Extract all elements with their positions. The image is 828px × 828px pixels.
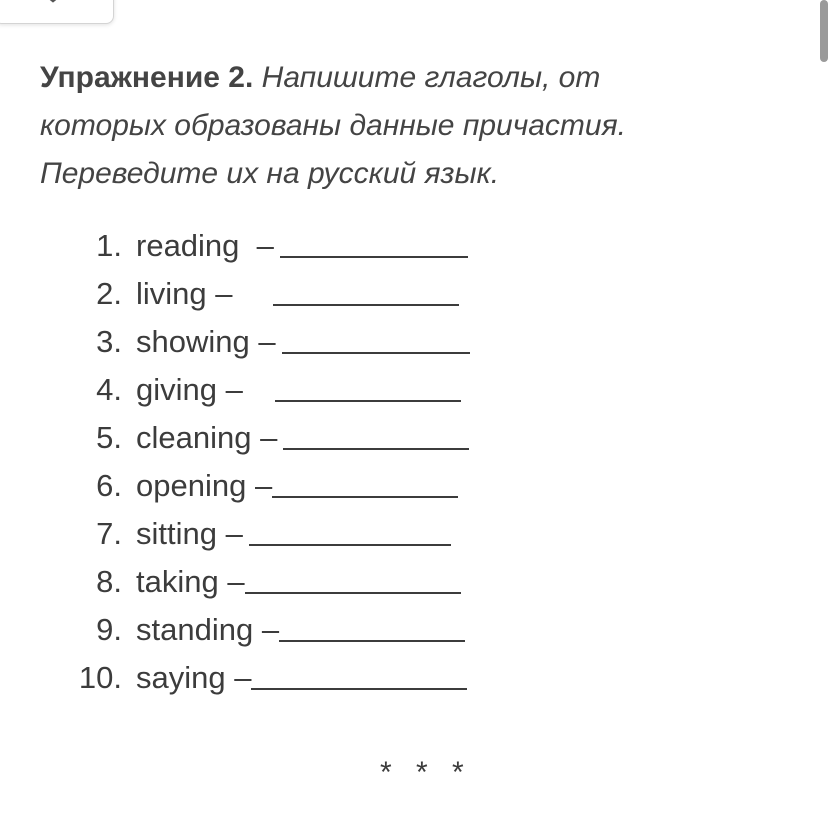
close-button[interactable] [0, 0, 114, 24]
item-number: 5. [96, 420, 122, 455]
item-word: giving – [136, 372, 269, 407]
list-item [60, 468, 470, 516]
close-icon [39, 0, 67, 3]
answer-blank [279, 640, 465, 642]
item-number: 8. [96, 564, 122, 599]
item-number: 2. [96, 276, 122, 311]
answer-blank [273, 304, 459, 306]
list-item [60, 612, 470, 660]
answer-blank [272, 496, 458, 498]
item-number: 1. [96, 228, 122, 263]
answer-blank [280, 256, 468, 258]
exercise-heading [40, 54, 740, 198]
section-separator: * * * [380, 756, 472, 789]
item-word: showing – [136, 324, 276, 359]
exercise-label: Упражнение 2. [40, 61, 254, 94]
list-item [60, 324, 470, 372]
answer-blank [283, 448, 469, 450]
item-word: opening – [136, 468, 273, 503]
item-number: 7. [96, 516, 122, 551]
item-word: reading – [136, 228, 274, 263]
item-number: 9. [96, 612, 122, 647]
list-item [60, 660, 470, 708]
answer-blank [245, 592, 461, 594]
item-word: sitting – [136, 516, 243, 551]
item-number: 6. [96, 468, 122, 503]
list-item [60, 564, 470, 612]
answer-blank [251, 688, 467, 690]
instruction-line-2: которых образованы данные причастия. [40, 109, 626, 142]
exercise-list [60, 228, 470, 708]
instruction-line-1: Напишите глаголы, от [261, 61, 601, 94]
item-number: 4. [96, 372, 122, 407]
instruction-line-3: Переведите их на русский язык. [40, 157, 500, 190]
answer-blank [282, 352, 470, 354]
scrollbar[interactable] [820, 0, 828, 62]
item-word: standing – [136, 612, 280, 647]
item-number: 10. [78, 660, 122, 695]
item-word: cleaning – [136, 420, 278, 455]
answer-blank [249, 544, 451, 546]
item-word: taking – [136, 564, 245, 599]
item-number: 3. [96, 324, 122, 359]
list-item [60, 228, 470, 276]
list-item [60, 372, 470, 420]
answer-blank [275, 400, 461, 402]
list-item [60, 420, 470, 468]
item-word: living – [136, 276, 267, 311]
list-item [60, 276, 470, 324]
list-item [60, 516, 470, 564]
item-word: saying – [136, 660, 252, 695]
